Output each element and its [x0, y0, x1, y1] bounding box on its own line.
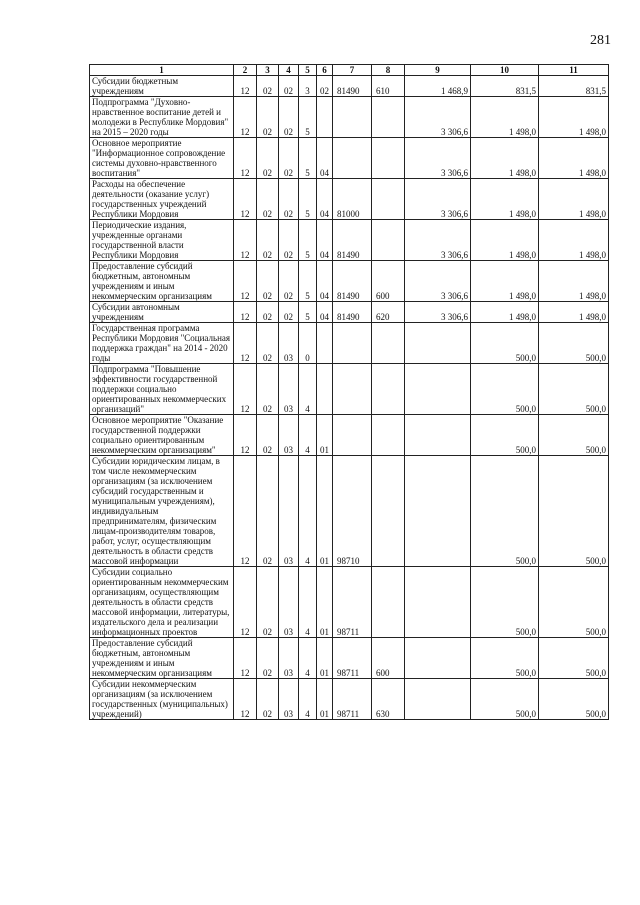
admin-code-cell: 12	[234, 364, 257, 415]
amount-cell: 3 306,6	[405, 97, 471, 138]
amount-cell: 500,0	[539, 567, 609, 638]
event-code-cell: 04	[317, 138, 333, 179]
event-code-cell: 02	[317, 76, 333, 97]
budget-table	[89, 64, 609, 720]
subsection-code-cell: 03	[279, 638, 299, 679]
admin-code-cell: 12	[234, 138, 257, 179]
event-code-cell: 01	[317, 567, 333, 638]
direction-code-cell: 81490	[333, 261, 372, 302]
amount-cell: 1 498,0	[471, 138, 539, 179]
event-code-cell: 01	[317, 415, 333, 456]
row-name-cell: Периодические издания, учрежденные органами государственной власти Республики Мордовия	[90, 220, 234, 261]
table-row	[90, 415, 609, 456]
amount-cell: 1 498,0	[539, 138, 609, 179]
direction-code-cell: 81490	[333, 220, 372, 261]
expense-type-cell	[372, 138, 405, 179]
expense-type-cell	[372, 323, 405, 364]
table-row	[90, 567, 609, 638]
amount-cell	[405, 567, 471, 638]
expense-type-cell	[372, 220, 405, 261]
amount-cell: 1 498,0	[471, 220, 539, 261]
row-name-cell: Субсидии некоммерческим организациям (за исключением государственных (муниципальных) учреждений)	[90, 679, 234, 720]
admin-code-cell: 12	[234, 76, 257, 97]
amount-cell: 3 306,6	[405, 179, 471, 220]
row-name-cell: Основное мероприятие "Информационное сопровождение системы духовно-нравственного воспитания"	[90, 138, 234, 179]
subsection-code-cell: 03	[279, 456, 299, 567]
expense-type-cell	[372, 97, 405, 138]
subsection-code-cell: 02	[279, 97, 299, 138]
table-row	[90, 456, 609, 567]
direction-code-cell	[333, 364, 372, 415]
expense-type-cell: 610	[372, 76, 405, 97]
table-row	[90, 302, 609, 323]
amount-cell	[405, 323, 471, 364]
program-code-cell: 4	[299, 456, 317, 567]
direction-code-cell	[333, 415, 372, 456]
admin-code-cell: 12	[234, 323, 257, 364]
amount-cell: 500,0	[471, 679, 539, 720]
amount-cell	[405, 638, 471, 679]
direction-code-cell: 98710	[333, 456, 372, 567]
amount-cell: 1 498,0	[471, 302, 539, 323]
amount-cell: 500,0	[539, 364, 609, 415]
program-code-cell: 5	[299, 97, 317, 138]
row-name-cell: Расходы на обеспечение деятельности (оказание услуг) государственных учреждений Республики Мордовия	[90, 179, 234, 220]
admin-code-cell: 12	[234, 220, 257, 261]
event-code-cell	[317, 97, 333, 138]
row-name-cell: Подпрограмма "Повышение эффективности государственной поддержки социально ориентированных некоммерческих организаций"	[90, 364, 234, 415]
row-name-cell: Субсидии социально ориентированным некоммерческим организациям, осуществляющим деятельность в области средств массовой информации, литературы, издательского дела и реализации информационных проектов	[90, 567, 234, 638]
section-code-cell: 02	[257, 679, 279, 720]
column-header: 8	[372, 65, 405, 76]
direction-code-cell	[333, 138, 372, 179]
table-body	[90, 76, 609, 720]
column-header: 7	[333, 65, 372, 76]
row-name-cell: Государственная программа Республики Мордовия "Социальная поддержка граждан" на 2014 - 2020 годы	[90, 323, 234, 364]
table-row	[90, 76, 609, 97]
subsection-code-cell: 02	[279, 76, 299, 97]
admin-code-cell: 12	[234, 567, 257, 638]
direction-code-cell: 81000	[333, 179, 372, 220]
expense-type-cell: 600	[372, 638, 405, 679]
column-header: 1	[90, 65, 234, 76]
admin-code-cell: 12	[234, 638, 257, 679]
event-code-cell	[317, 323, 333, 364]
event-code-cell: 01	[317, 456, 333, 567]
subsection-code-cell: 02	[279, 261, 299, 302]
expense-type-cell	[372, 415, 405, 456]
amount-cell: 1 498,0	[539, 302, 609, 323]
section-code-cell: 02	[257, 261, 279, 302]
column-header: 5	[299, 65, 317, 76]
program-code-cell: 4	[299, 415, 317, 456]
section-code-cell: 02	[257, 179, 279, 220]
amount-cell: 831,5	[539, 76, 609, 97]
amount-cell: 500,0	[539, 323, 609, 364]
amount-cell	[405, 456, 471, 567]
program-code-cell: 5	[299, 220, 317, 261]
expense-type-cell: 630	[372, 679, 405, 720]
amount-cell: 3 306,6	[405, 261, 471, 302]
direction-code-cell	[333, 323, 372, 364]
section-code-cell: 02	[257, 567, 279, 638]
program-code-cell: 4	[299, 567, 317, 638]
amount-cell: 3 306,6	[405, 302, 471, 323]
program-code-cell: 5	[299, 138, 317, 179]
column-header: 6	[317, 65, 333, 76]
subsection-code-cell: 02	[279, 302, 299, 323]
table-row	[90, 364, 609, 415]
amount-cell: 1 468,9	[405, 76, 471, 97]
amount-cell: 500,0	[539, 679, 609, 720]
program-code-cell: 4	[299, 679, 317, 720]
table-row	[90, 179, 609, 220]
subsection-code-cell: 03	[279, 364, 299, 415]
table-row	[90, 679, 609, 720]
section-code-cell: 02	[257, 76, 279, 97]
program-code-cell: 5	[299, 302, 317, 323]
admin-code-cell: 12	[234, 679, 257, 720]
row-name-cell: Субсидии юридическим лицам, в том числе некоммерческим организациям (за исключением субсидий государственным и муниципальным учреждениям), индивидуальным предпринимателям, физическим лицам-производителям товаров, работ, услуг, осуществляющим деятельность в области средств массовой информации	[90, 456, 234, 567]
column-header: 3	[257, 65, 279, 76]
admin-code-cell: 12	[234, 456, 257, 567]
direction-code-cell: 98711	[333, 567, 372, 638]
section-code-cell: 02	[257, 323, 279, 364]
column-header: 2	[234, 65, 257, 76]
subsection-code-cell: 03	[279, 323, 299, 364]
admin-code-cell: 12	[234, 302, 257, 323]
expense-type-cell: 620	[372, 302, 405, 323]
amount-cell	[405, 364, 471, 415]
expense-type-cell: 600	[372, 261, 405, 302]
column-header: 10	[471, 65, 539, 76]
admin-code-cell: 12	[234, 261, 257, 302]
subsection-code-cell: 02	[279, 179, 299, 220]
amount-cell	[405, 679, 471, 720]
admin-code-cell: 12	[234, 415, 257, 456]
amount-cell: 500,0	[539, 456, 609, 567]
amount-cell: 1 498,0	[471, 179, 539, 220]
amount-cell: 500,0	[471, 638, 539, 679]
amount-cell: 500,0	[539, 638, 609, 679]
column-header: 9	[405, 65, 471, 76]
event-code-cell	[317, 364, 333, 415]
page-number: 281	[590, 33, 611, 48]
amount-cell: 500,0	[539, 415, 609, 456]
amount-cell: 500,0	[471, 567, 539, 638]
amount-cell: 1 498,0	[539, 220, 609, 261]
table-row	[90, 323, 609, 364]
expense-type-cell	[372, 567, 405, 638]
event-code-cell: 04	[317, 261, 333, 302]
direction-code-cell: 81490	[333, 76, 372, 97]
section-code-cell: 02	[257, 138, 279, 179]
section-code-cell: 02	[257, 302, 279, 323]
event-code-cell: 04	[317, 220, 333, 261]
subsection-code-cell: 03	[279, 567, 299, 638]
event-code-cell: 01	[317, 638, 333, 679]
amount-cell: 500,0	[471, 364, 539, 415]
program-code-cell: 5	[299, 179, 317, 220]
direction-code-cell: 98711	[333, 638, 372, 679]
table-row	[90, 97, 609, 138]
program-code-cell: 4	[299, 364, 317, 415]
section-code-cell: 02	[257, 220, 279, 261]
row-name-cell: Субсидии бюджетным учреждениям	[90, 76, 234, 97]
event-code-cell: 04	[317, 302, 333, 323]
program-code-cell: 4	[299, 638, 317, 679]
event-code-cell: 01	[317, 679, 333, 720]
table-row	[90, 220, 609, 261]
program-code-cell: 5	[299, 261, 317, 302]
expense-type-cell	[372, 364, 405, 415]
subsection-code-cell: 03	[279, 679, 299, 720]
amount-cell: 1 498,0	[539, 97, 609, 138]
row-name-cell: Предоставление субсидий бюджетным, автономным учреждениям и иным некоммерческим организациям	[90, 638, 234, 679]
row-name-cell: Подпрограмма "Духовно-нравственное воспитание детей и молодежи в Республике Мордовия" на 2015 – 2020 годы	[90, 97, 234, 138]
table-row	[90, 638, 609, 679]
expense-type-cell	[372, 179, 405, 220]
amount-cell: 500,0	[471, 415, 539, 456]
amount-cell: 1 498,0	[471, 261, 539, 302]
event-code-cell: 04	[317, 179, 333, 220]
program-code-cell: 0	[299, 323, 317, 364]
amount-cell: 1 498,0	[539, 261, 609, 302]
subsection-code-cell: 02	[279, 220, 299, 261]
column-header: 11	[539, 65, 609, 76]
amount-cell: 831,5	[471, 76, 539, 97]
table-row	[90, 138, 609, 179]
subsection-code-cell: 02	[279, 138, 299, 179]
direction-code-cell: 81490	[333, 302, 372, 323]
amount-cell: 1 498,0	[471, 97, 539, 138]
amount-cell: 3 306,6	[405, 138, 471, 179]
expense-type-cell	[372, 456, 405, 567]
amount-cell: 500,0	[471, 323, 539, 364]
amount-cell: 500,0	[471, 456, 539, 567]
admin-code-cell: 12	[234, 97, 257, 138]
row-name-cell: Субсидии автономным учреждениям	[90, 302, 234, 323]
subsection-code-cell: 03	[279, 415, 299, 456]
section-code-cell: 02	[257, 638, 279, 679]
amount-cell	[405, 415, 471, 456]
amount-cell: 1 498,0	[539, 179, 609, 220]
program-code-cell: 3	[299, 76, 317, 97]
section-code-cell: 02	[257, 456, 279, 567]
amount-cell: 3 306,6	[405, 220, 471, 261]
section-code-cell: 02	[257, 364, 279, 415]
table-header-row	[90, 65, 609, 76]
section-code-cell: 02	[257, 97, 279, 138]
row-name-cell: Основное мероприятие "Оказание государственной поддержки социально ориентированным некоммерческим организациям"	[90, 415, 234, 456]
section-code-cell: 02	[257, 415, 279, 456]
row-name-cell: Предоставление субсидий бюджетным, автономным учреждениям и иным некоммерческим организациям	[90, 261, 234, 302]
table-row	[90, 261, 609, 302]
direction-code-cell: 98711	[333, 679, 372, 720]
direction-code-cell	[333, 97, 372, 138]
column-header: 4	[279, 65, 299, 76]
admin-code-cell: 12	[234, 179, 257, 220]
